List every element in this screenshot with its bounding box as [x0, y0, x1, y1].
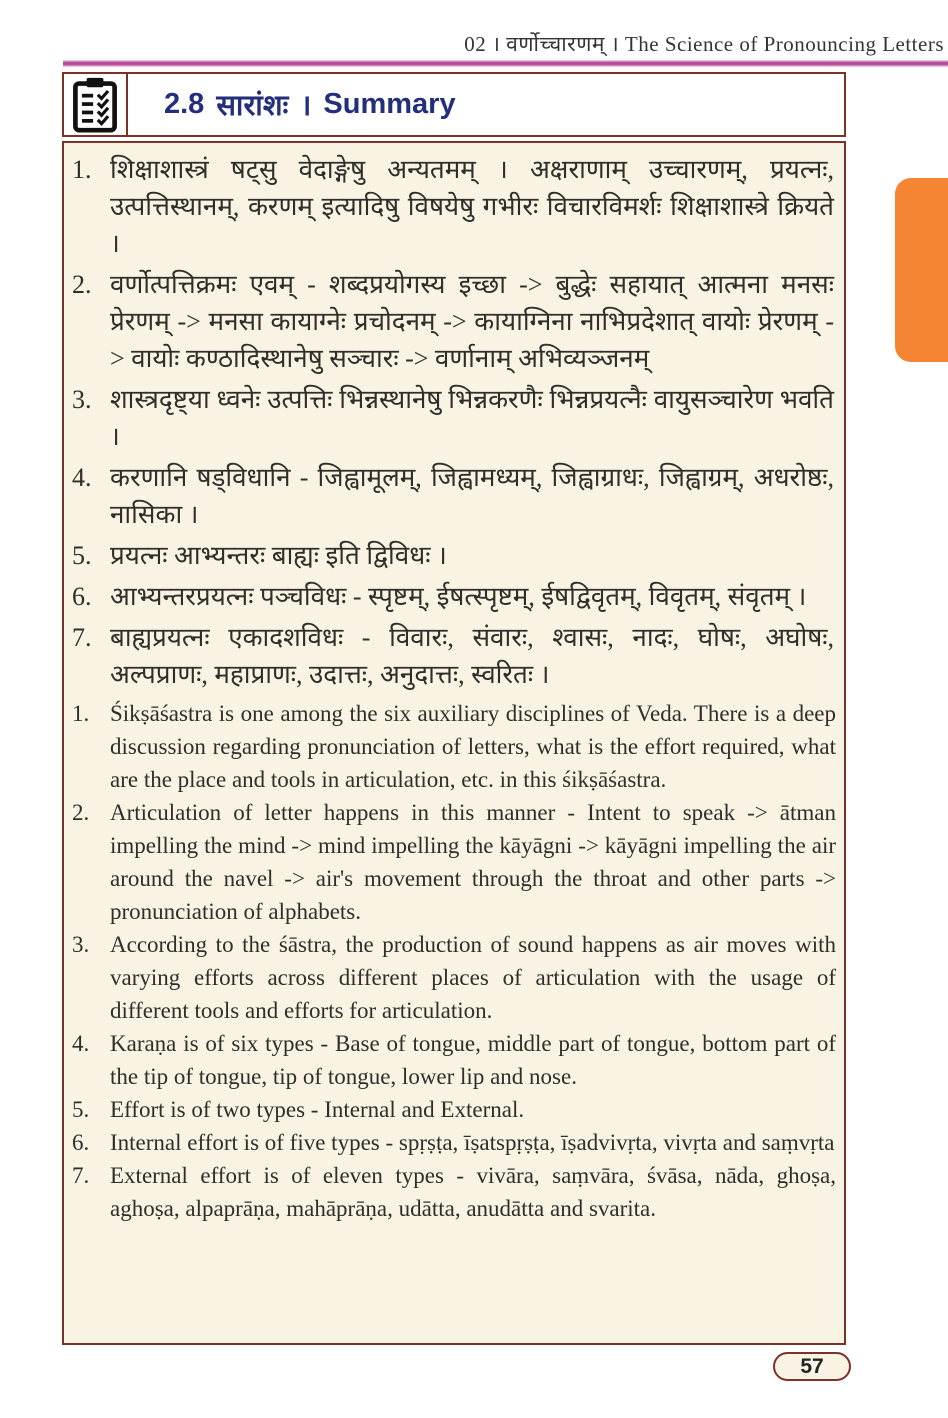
summary-icon-cell: [64, 74, 128, 135]
item-text: शास्त्रदृष्ट्या ध्वनेः उत्पत्तिः भिन्नस्थानेषु भिन्नकरणैः भिन्नप्रयत्नैः वायुसञ्चारेण भवति ।: [110, 385, 834, 451]
sanskrit-summary-list: [72, 151, 836, 693]
list-item: [72, 578, 836, 615]
item-text: शिक्षाशास्त्रं षट्सु वेदाङ्गेषु अन्यतमम् । अक्षराणाम् उच्चारणम्, प्रयत्नः, उत्पत्तिस्थानम्, करणम् इत्यादिषु विषयेषु गभीरः विचारविमर्शः शिक्षाशास्त्रे क्रियते ।: [110, 155, 834, 258]
item-text: Articulation of letter happens in this manner - Intent to speak -> ātman impelling the mind -> mind impelling the kāyāgni -> kāyāgni impelling the air around the navel -> air's movement through the throat and other parts -> pronunciation of alphabets.: [110, 800, 836, 924]
summary-title-box: [62, 72, 846, 137]
list-item: [72, 459, 836, 533]
list-item: [72, 1093, 836, 1126]
list-item: [72, 619, 836, 693]
item-number: 1.: [72, 701, 90, 726]
summary-content-box: [62, 141, 846, 1345]
item-text: करणानि षड्विधानि - जिह्वामूलम्, जिह्वामध्यम्, जिह्वाग्राधः, जिह्वाग्रम्, अधरोष्ठः, नासिका ।: [110, 463, 834, 529]
item-number: 7.: [72, 1163, 90, 1188]
item-number: 2.: [72, 800, 90, 825]
clipboard-checklist-icon: [72, 77, 118, 133]
item-text: आभ्यन्तरप्रयत्नः पञ्चविधः - स्पृष्टम्, ईषत्स्पृष्टम्, ईषद्विवृतम्, विवृतम्, संवृतम् ।: [110, 582, 807, 611]
section-title-sanskrit: सारांशः: [216, 90, 289, 122]
section-title: [128, 74, 456, 135]
item-text: प्रयत्नः आभ्यन्तरः बाह्यः इति द्विविधः ।: [110, 541, 447, 570]
item-number: 7.: [72, 623, 92, 652]
chapter-edge-tab: [895, 178, 948, 362]
page-number-badge: 57: [773, 1352, 851, 1381]
list-item: [72, 381, 836, 455]
item-number: 3.: [72, 385, 92, 414]
list-item: [72, 1159, 836, 1225]
list-item: [72, 697, 836, 796]
item-number: 6.: [72, 1130, 90, 1155]
item-number: 2.: [72, 270, 92, 299]
item-number: 4.: [72, 463, 92, 492]
list-item: [72, 266, 836, 377]
header-rule: [63, 60, 948, 67]
section-title-separator: ।: [300, 90, 312, 122]
item-number: 1.: [72, 155, 92, 184]
running-header: 02 । वर्णोच्चारणम् । The Science of Pronouncing Letters: [464, 32, 944, 56]
list-item: [72, 1126, 836, 1159]
list-item: [72, 151, 836, 262]
item-text: वर्णोत्पत्तिक्रमः एवम् - शब्दप्रयोगस्य इच्छा -> बुद्धेः सहायात् आत्मना मनसः प्रेरणम् -> मनसा कायाग्नेः प्रचोदनम् -> कायाग्निना नाभिप्रदेशात् वायोः प्रेरणम् -> वायोः कण्ठादिस्थानेषु सञ्चारः -> वर्णानाम् अभिव्यञ्जनम्: [110, 270, 834, 373]
item-number: 5.: [72, 1097, 90, 1122]
item-number: 3.: [72, 932, 90, 957]
item-text: Śikṣāśastra is one among the six auxiliary disciplines of Veda. There is a deep discussion regarding pronunciation of letters, what is the effort required, what are the place and tools in articulation, etc. in this śikṣāśastra.: [110, 701, 836, 792]
item-text: बाह्यप्रयत्नः एकादशविधः - विवारः, संवारः, श्वासः, नादः, घोषः, अघोषः, अल्पप्राणः, महाप्राणः, उदात्तः, अनुदात्तः, स्वरितः ।: [110, 623, 834, 689]
item-text: Internal effort is of five types - spṛṣṭa, īṣatspṛṣṭa, īṣadvivṛta, vivṛta and saṃvṛta: [110, 1130, 835, 1155]
section-number: 2.8: [164, 88, 205, 120]
item-text: Karaṇa is of six types - Base of tongue, middle part of tongue, bottom part of the tip of tongue, tip of tongue, lower lip and nose.: [110, 1031, 836, 1089]
item-number: 4.: [72, 1031, 90, 1056]
item-text: External effort is of eleven types - vivāra, saṃvāra, śvāsa, nāda, ghoṣa, aghoṣa, alpaprāṇa, mahāprāṇa, udātta, anudātta and svarita.: [110, 1163, 836, 1221]
item-text: Effort is of two types - Internal and External.: [110, 1097, 525, 1122]
item-number: 6.: [72, 582, 92, 611]
list-item: [72, 928, 836, 1027]
english-summary-list: [72, 697, 836, 1225]
item-text: According to the śāstra, the production of sound happens as air moves with varying efforts across different places of articulation with the usage of different tools and efforts for articulation.: [110, 932, 836, 1023]
list-item: [72, 537, 836, 574]
item-number: 5.: [72, 541, 92, 570]
list-item: [72, 1027, 836, 1093]
list-item: [72, 796, 836, 928]
section-title-english: Summary: [323, 88, 456, 120]
